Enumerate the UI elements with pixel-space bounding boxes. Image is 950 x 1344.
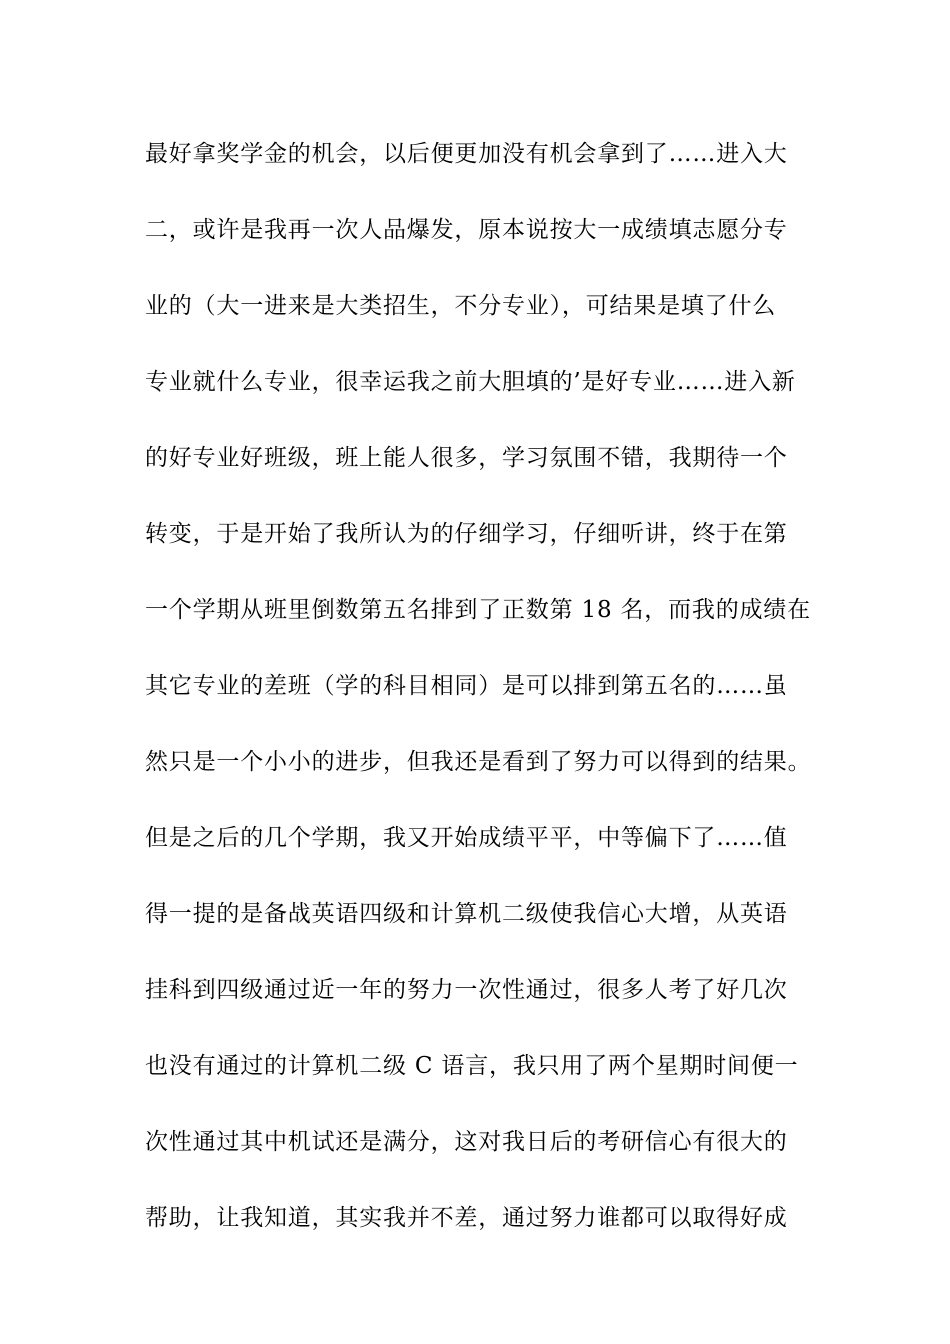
text-line: 次性通过其中机试还是满分，这对我日后的考研信心有很大的 [145, 1129, 788, 1155]
text-line: 其它专业的差班（学的科目相同）是可以排到第五名的……虽 [145, 673, 788, 699]
text-line: 但是之后的几个学期，我又开始成绩平平，中等偏下了……值 [145, 825, 788, 851]
text-line: 也没有通过的计算机二级 C 语言，我只用了两个星期时间便一 [145, 1053, 799, 1079]
text-line: 然只是一个小小的进步，但我还是看到了努力可以得到的结果。 [145, 749, 812, 775]
text-line: 专业就什么专业，很幸运我之前大胆填的’是好专业……进入新 [145, 369, 796, 395]
body-text [145, 128, 845, 1268]
text-line: 最好拿奖学金的机会，以后便更加没有机会拿到了……进入大 [145, 141, 788, 167]
text-line: 挂科到四级通过近一年的努力一次性通过，很多人考了好几次 [145, 977, 788, 1003]
text-line: 的好专业好班级，班上能人很多，学习氛围不错，我期待一个 [145, 445, 788, 471]
text-line: 帮助，让我知道，其实我并不差，通过努力谁都可以取得好成 [145, 1205, 788, 1231]
text-line: 转变，于是开始了我所认为的仔细学习，仔细听讲，终于在第 [145, 521, 788, 547]
text-line: 二，或许是我再一次人品爆发，原本说按大一成绩填志愿分专 [145, 217, 788, 243]
text-line: 一个学期从班里倒数第五名排到了正数第 18 名，而我的成绩在 [145, 597, 811, 623]
text-line: 得一提的是备战英语四级和计算机二级使我信心大增，从英语 [145, 901, 788, 927]
text-line: 业的（大一进来是大类招生，不分专业），可结果是填了什么 [145, 293, 777, 319]
